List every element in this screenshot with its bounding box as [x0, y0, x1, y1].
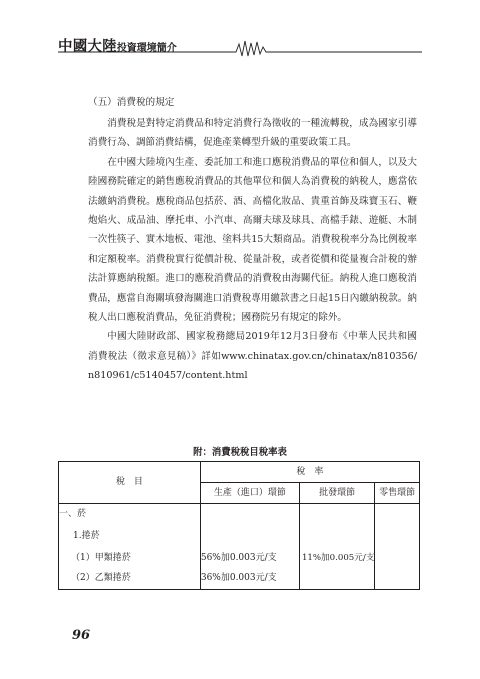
row-label: （2）乙類捲菸 — [59, 569, 201, 590]
row-wholesale — [299, 569, 374, 590]
table-row — [59, 569, 420, 590]
row-label: 一、菸 — [59, 504, 201, 526]
row-wholesale — [299, 526, 374, 548]
header-title-main: 中國大陸 — [58, 39, 117, 55]
row-retail — [375, 526, 420, 548]
header-title-sub: 投資環境簡介 — [116, 43, 177, 54]
section-heading: （五）消費稅的規定 — [88, 97, 175, 108]
header-title — [58, 36, 177, 56]
table-caption: 附：消費稅稅目稅率表 — [193, 447, 287, 458]
row-production: 56%加0.003元/支 — [200, 548, 299, 569]
header-wholesale-cell: 批發環節 — [299, 483, 374, 504]
table-row — [59, 504, 420, 526]
table-row — [59, 548, 420, 569]
section-body — [88, 114, 417, 386]
row-label: （1）甲類捲菸 — [59, 548, 201, 569]
header-rate-cell: 稅 率 — [200, 462, 419, 483]
tax-rate-table — [58, 461, 420, 590]
table-row — [59, 526, 420, 548]
row-label: 1.捲菸 — [59, 526, 201, 548]
paragraph-3: 中國大陸財政部、國家稅務總局2019年12月3日發布《中華人民共和國消費稅法（徵求意見稿）》詳如www.chinatax.gov.cn/chinatax/n810356/n810961/c5140457/content.html — [88, 331, 417, 382]
paragraph-1: 消費稅是對特定消費品和特定消費行為徵收的一種流轉稅，成為國家引導消費行為、調節消費結構，促進產業轉型升級的重要政策工具。 — [88, 118, 417, 149]
row-production — [200, 526, 299, 548]
paragraph-2: 在中國大陸境內生產、委託加工和進口應稅消費品的單位和個人，以及大陸國務院確定的銷售應稅消費品的其他單位和個人為消費稅的納稅人，應當依法繳納消費稅。應稅商品包括菸、酒、高檔化妝品、貴重首飾及珠寶玉石、鞭炮焰火、成品油、摩托車、小汽車、高爾夫球及球具、高檔手錶、遊艇、木制一次性筷子、實木地板、電池、塗料共15大類商品。消費稅稅率分為比例稅率和定額稅率。消費稅實行從價計稅、從量計稅，或者從價和從量複合計稅的辦法計算應納稅額。進口的應稅消費品的消費稅由海關代征。納稅人進口應稅消費品，應當自海關填發海關進口消費稅專用繳款書之日起15日內繳納稅款。納稅人出口應稅消費品，免征消費稅；國務院另有規定的除外。 — [88, 156, 417, 324]
row-retail — [375, 548, 420, 569]
header-production-cell: 生產（進口）環節 — [200, 483, 299, 504]
row-production — [200, 504, 299, 526]
row-production: 36%加0.003元/支 — [200, 569, 299, 590]
header-item-cell: 稅 目 — [59, 462, 201, 504]
row-wholesale — [299, 504, 374, 526]
row-retail — [375, 504, 420, 526]
row-wholesale: 11%加0.005元/支 — [299, 548, 374, 569]
row-retail — [375, 569, 420, 590]
page-number: 96 — [72, 628, 91, 643]
header-retail-cell: 零售環節 — [375, 483, 420, 504]
